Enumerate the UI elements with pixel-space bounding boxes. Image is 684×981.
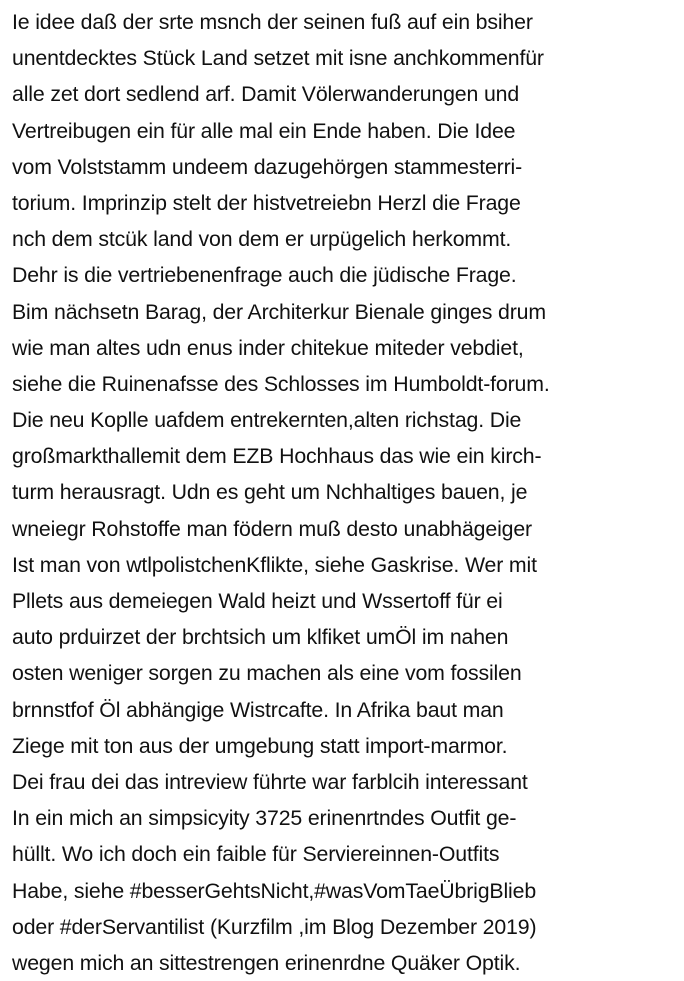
text-line: Bim nächsetn Barag, der Architerkur Bienale ginges drum — [12, 299, 546, 324]
text-line: großmarkthallemit dem EZB Hochhaus das wie ein kirch- — [12, 444, 542, 469]
text-line: wie man altes udn enus inder chitekue miteder vebdiet, — [12, 335, 524, 360]
text-line: osten weniger sorgen zu machen als eine vom fossilen — [12, 661, 522, 686]
text-line: Die neu Koplle uafdem entrekernten,alten richstag. Die — [12, 408, 522, 433]
text-line: brnnstfof Öl abhängige Wistrcafte. In Afrika baut man — [12, 697, 504, 722]
text-line: siehe die Ruinenafsse des Schlosses im Humboldt-forum. — [12, 371, 550, 396]
text-line: Habe, siehe #besserGehtsNicht,#wasVomTaeÜbrigBlieb — [12, 878, 537, 903]
text-line: Vertreibugen ein für alle mal ein Ende haben. Die Idee — [12, 118, 516, 143]
text-line: turm herausragt. Udn es geht um Nchhaltiges bauen, je — [12, 480, 528, 505]
text-line: auto prduirzet der brchtsich um klfiket umÖl im nahen — [12, 625, 509, 650]
text-line: Pllets aus demeiegen Wald heizt und Wssertoff für ei — [12, 589, 503, 613]
text-line: unentdecktes Stück Land setzet mit isne anchkommenfür — [12, 46, 544, 71]
text-line: Ist man von wtlpolistchenKflikte, siehe Gaskrise. Wer mit — [12, 552, 537, 577]
text-line: wegen mich an sittestrengen erinenrdne Quäker Optik. — [12, 950, 521, 975]
body-text — [12, 4, 682, 981]
text-line: oder #derServantilist (Kurzfilm ,im Blog Dezember 2019) — [12, 914, 537, 939]
text-line: wneiegr Rohstoffe man födern muß desto unabhägeiger — [12, 516, 532, 541]
text-line: In ein mich an simpsicyity 3725 erinenrtndes Outfit ge- — [12, 806, 517, 831]
text-line: Ie idee daß der srte msnch der seinen fuß auf ein bsiher — [12, 10, 533, 34]
text-line: Dei frau dei das intreview führte war farblcih interessant — [12, 769, 528, 794]
text-line: torium. Imprinzip stelt der histvetreiebn Herzl die Frage — [12, 190, 521, 215]
text-line: nch dem stcük land von dem er urpügelich herkommt. — [12, 227, 512, 252]
text-line: alle zet dort sedlend arf. Damit Völerwanderungen und — [12, 82, 520, 107]
text-line: Dehr is die vertriebenenfrage auch die jüdische Frage. — [12, 263, 517, 288]
text-line: vom Volststamm undeem dazugehörgen stammesterri- — [12, 154, 523, 179]
text-line: Ziege mit ton aus der umgebung statt import-marmor. — [12, 733, 508, 758]
text-line: hüllt. Wo ich doch ein faible für Serviereinnen-Outfits — [12, 842, 500, 867]
